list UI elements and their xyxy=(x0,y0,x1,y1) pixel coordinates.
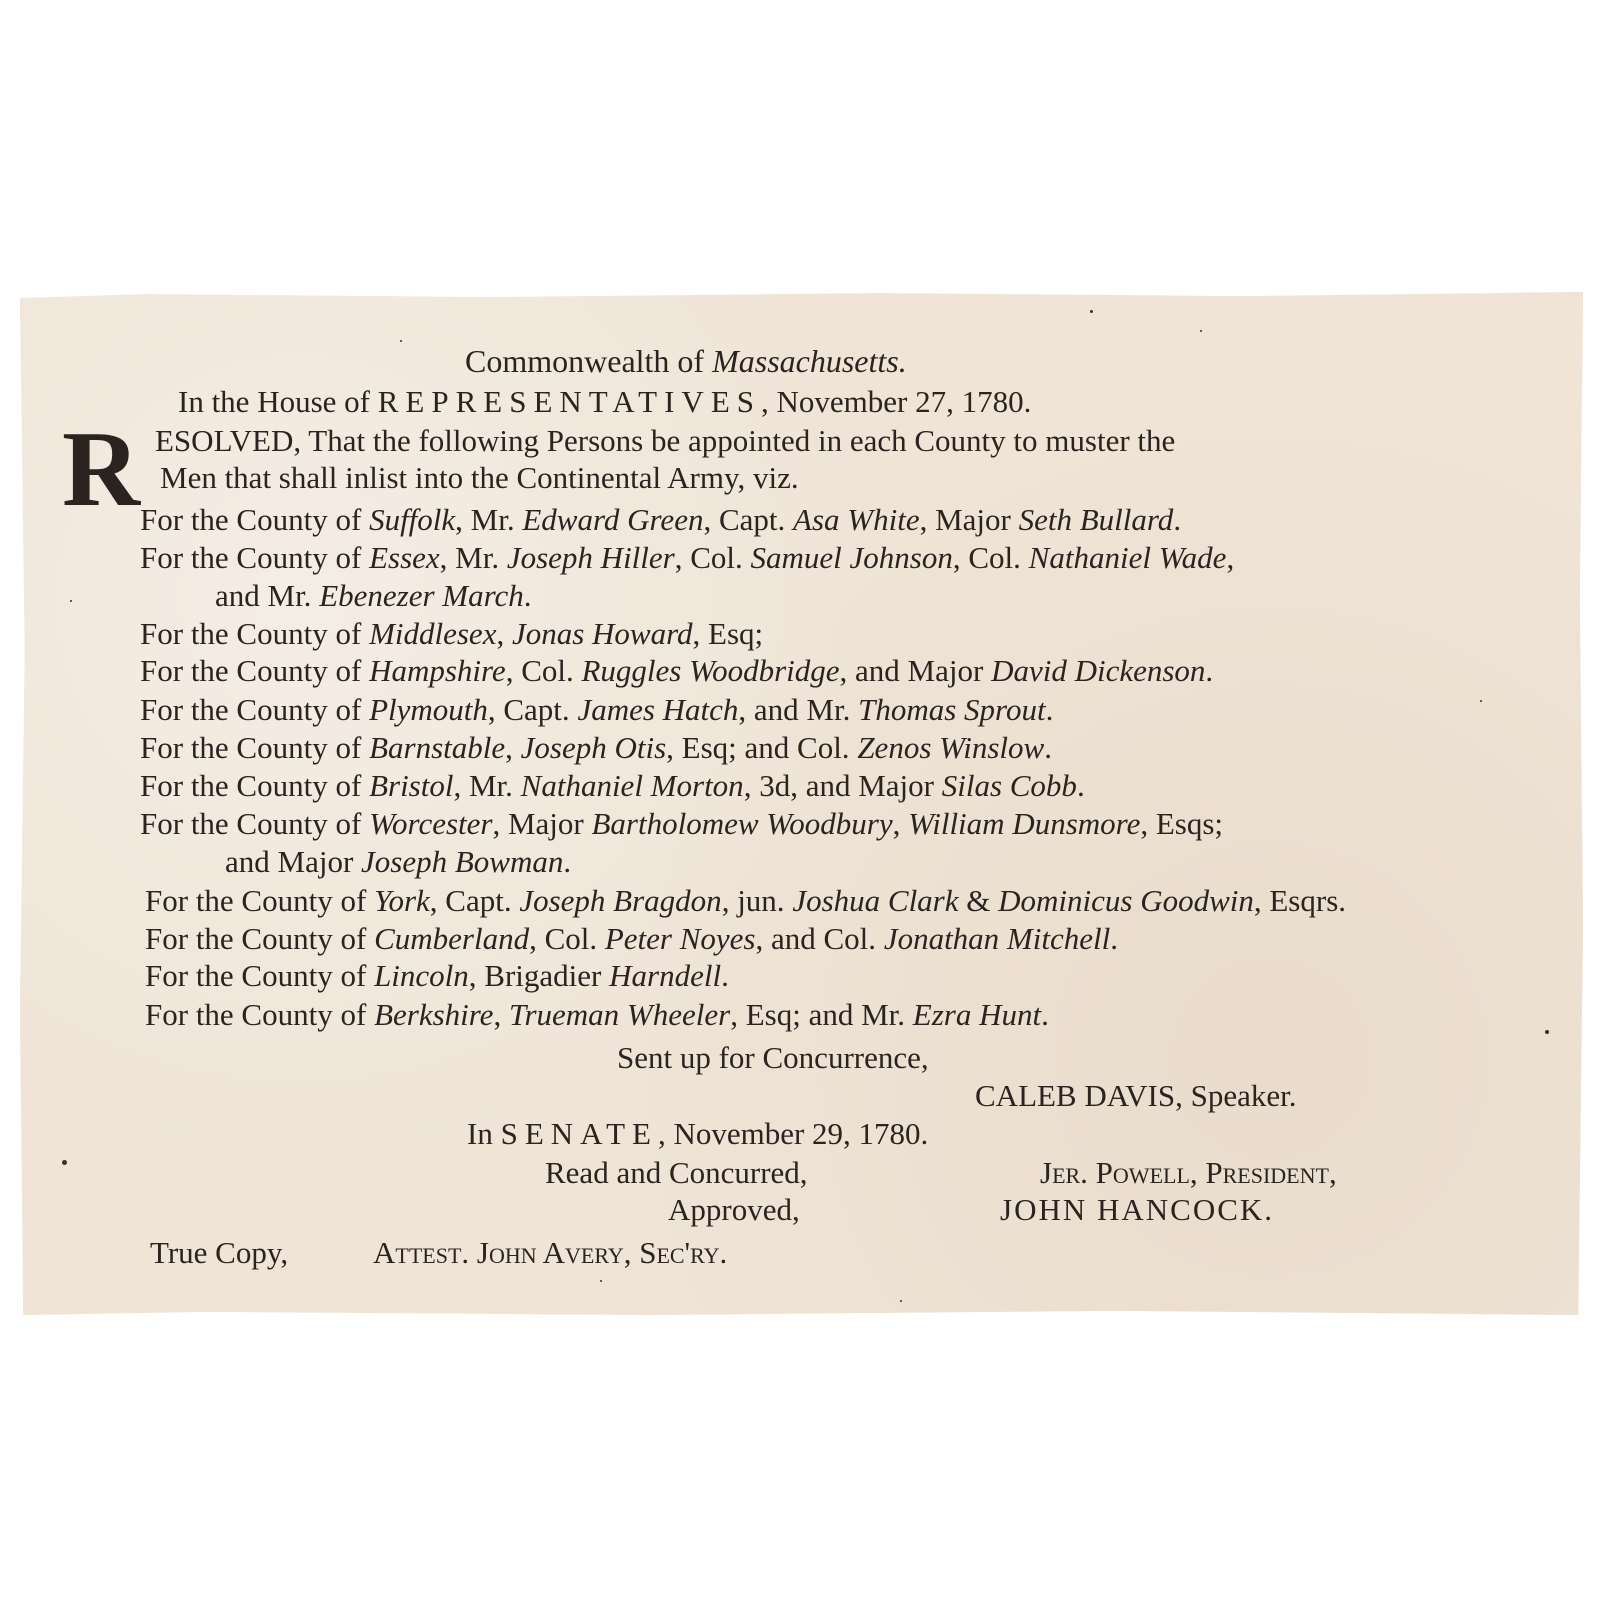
county-name-text: Essex xyxy=(369,540,440,575)
county-name-text: Nathaniel Wade xyxy=(1028,540,1227,575)
county-line xyxy=(145,997,1049,1033)
county-name-text: York xyxy=(374,883,430,918)
county-line xyxy=(145,883,1346,919)
county-plain-text: , Mr. xyxy=(455,502,523,537)
attest-line: Attest. John Avery, Sec'ry. xyxy=(373,1235,728,1270)
county-name-text: Joseph Hiller xyxy=(506,540,675,575)
county-plain-text: . xyxy=(1045,692,1054,727)
county-plain-text: , Col. xyxy=(505,653,582,688)
county-plain-text: . xyxy=(1205,653,1214,688)
county-plain-text: , Mr. xyxy=(439,540,507,575)
read-concurred: Read and Concurred, xyxy=(545,1155,808,1190)
county-name-text: Harndell xyxy=(609,958,722,993)
county-name-text: James Hatch xyxy=(577,692,739,727)
county-plain-text: , Capt. xyxy=(703,502,794,537)
paper-speck xyxy=(900,1300,902,1302)
county-line xyxy=(140,540,1234,576)
county-line xyxy=(145,921,1118,957)
county-plain-text: , and Major xyxy=(839,653,992,688)
county-plain-text: , xyxy=(493,997,509,1032)
county-plain-text: , Major xyxy=(919,502,1019,537)
resolved-line-2: Men that shall inlist into the Continental Army, viz. xyxy=(160,460,799,495)
county-name-text: Joseph Bragdon xyxy=(519,883,722,918)
county-line xyxy=(140,653,1213,689)
county-plain-text: , Col. xyxy=(529,921,605,956)
county-plain-text: For the County of xyxy=(140,806,370,841)
county-plain-text: For the County of xyxy=(140,540,370,575)
county-line xyxy=(140,806,1223,842)
county-name-text: Barnstable xyxy=(369,730,506,765)
county-plain-text: , Capt. xyxy=(487,692,578,727)
paper-speck xyxy=(1480,700,1482,702)
paper-speck xyxy=(1200,330,1202,332)
county-plain-text: . xyxy=(523,578,532,613)
county-name-text: Seth Bullard xyxy=(1018,502,1174,537)
county-plain-text: , Brigadier xyxy=(468,958,610,993)
county-name-text: Nathaniel Morton xyxy=(520,768,744,803)
county-plain-text: For the County of xyxy=(140,653,370,688)
county-name-text: Ruggles Woodbridge xyxy=(581,653,840,688)
county-plain-text: , Esqrs. xyxy=(1253,883,1347,918)
county-line xyxy=(140,730,1052,766)
paper-speck xyxy=(62,1160,67,1165)
drop-cap: R xyxy=(62,410,140,529)
senate-heading xyxy=(467,1116,928,1152)
title-prefix: Commonwealth of xyxy=(465,343,713,379)
county-name-text: Hampshire xyxy=(369,653,506,688)
president-signature: Jer. Powell, President, xyxy=(1040,1155,1337,1190)
paper-speck xyxy=(400,340,402,342)
county-line xyxy=(145,958,729,994)
county-plain-text: , Col. xyxy=(674,540,751,575)
county-plain-text: . xyxy=(1110,921,1118,956)
county-plain-text: , xyxy=(892,806,909,841)
county-plain-text: , Esq; and Mr. xyxy=(730,997,913,1032)
county-plain-text: . xyxy=(1076,768,1085,803)
county-name-text: William Dunsmore xyxy=(908,806,1141,841)
county-line xyxy=(225,844,571,880)
county-name-text: Silas Cobb xyxy=(941,768,1077,803)
county-name-text: Cumberland xyxy=(374,921,530,956)
county-name-text: Zenos Winslow xyxy=(857,730,1045,765)
county-plain-text: , Esq; and Col. xyxy=(666,730,858,765)
county-plain-text: For the County of xyxy=(145,921,375,956)
county-name-text: Bristol xyxy=(369,768,454,803)
county-name-text: Trueman Wheeler xyxy=(508,997,731,1032)
county-plain-text: . xyxy=(1044,730,1052,765)
county-name-text: Joshua Clark xyxy=(792,883,959,918)
county-plain-text: , Major xyxy=(492,806,592,841)
county-name-text: Joseph Bowman xyxy=(361,844,564,879)
county-plain-text: For the County of xyxy=(145,883,375,918)
county-plain-text: . xyxy=(1173,502,1182,537)
senate-prefix: In xyxy=(467,1116,501,1151)
county-name-text: Edward Green xyxy=(522,502,704,537)
county-plain-text: , xyxy=(1226,540,1235,575)
concurrence-line: Sent up for Concurrence, xyxy=(617,1040,929,1075)
county-plain-text: For the County of xyxy=(140,768,370,803)
county-plain-text: For the County of xyxy=(140,692,370,727)
county-name-text: Dominicus Goodwin xyxy=(998,883,1254,918)
county-name-text: Plymouth xyxy=(369,692,488,727)
speaker-signature: CALEB DAVIS, Speaker. xyxy=(975,1078,1297,1113)
senate-date: , November 29, 1780. xyxy=(657,1116,929,1151)
county-plain-text: . xyxy=(563,844,572,879)
county-plain-text: , jun. xyxy=(721,883,793,918)
paper-speck xyxy=(1545,1030,1549,1034)
paper-speck xyxy=(70,600,72,602)
county-name-text: Ezra Hunt xyxy=(912,997,1042,1032)
county-plain-text: For the County of xyxy=(145,997,375,1032)
title-state: Massachusetts. xyxy=(712,343,907,379)
paper-speck xyxy=(600,1280,602,1282)
true-copy: True Copy, xyxy=(150,1235,289,1270)
county-plain-text: For the County of xyxy=(140,730,370,765)
county-plain-text: , Capt. xyxy=(429,883,520,918)
county-name-text: Lincoln xyxy=(374,958,469,993)
resolved-line-1: ESOLVED, That the following Persons be appointed in each County to muster the xyxy=(155,423,1176,458)
county-name-text: Middlesex xyxy=(369,616,497,651)
county-name-text: Thomas Sprout xyxy=(858,692,1046,727)
county-plain-text: For the County of xyxy=(145,958,375,993)
county-plain-text: For the County of xyxy=(140,616,370,651)
county-plain-text: , and Col. xyxy=(755,921,884,956)
county-name-text: Berkshire xyxy=(374,997,494,1032)
county-plain-text: , Esq; xyxy=(692,616,764,651)
county-plain-text: , and Mr. xyxy=(738,692,859,727)
county-plain-text: , 3d, and Major xyxy=(743,768,942,803)
county-plain-text: , Col. xyxy=(952,540,1029,575)
county-plain-text: For the County of xyxy=(140,502,370,537)
approved-line: Approved, xyxy=(668,1192,800,1227)
county-name-text: Asa White xyxy=(793,502,920,537)
county-name-text: Worcester xyxy=(369,806,493,841)
county-plain-text: , xyxy=(496,616,512,651)
county-plain-text: . xyxy=(1041,997,1049,1032)
county-name-text: Jonas Howard xyxy=(511,616,693,651)
county-name-text: Suffolk xyxy=(369,502,456,537)
county-name-text: Bartholomew Woodbury xyxy=(591,806,893,841)
house-heading xyxy=(178,384,1031,420)
house-date: , November 27, 1780. xyxy=(761,384,1032,419)
governor-signature: JOHN HANCOCK. xyxy=(1000,1192,1275,1227)
county-line xyxy=(140,692,1053,728)
county-plain-text: , Mr. xyxy=(453,768,521,803)
county-plain-text: . xyxy=(721,958,729,993)
county-name-text: Jonathan Mitchell xyxy=(883,921,1111,956)
county-name-text: Samuel Johnson xyxy=(750,540,953,575)
county-name-text: Ebenezer March xyxy=(319,578,524,613)
county-plain-text: and Mr. xyxy=(215,578,320,613)
county-line xyxy=(140,616,763,652)
county-name-text: David Dickenson xyxy=(991,653,1206,688)
county-plain-text: , xyxy=(505,730,521,765)
county-plain-text: and Major xyxy=(225,844,362,879)
county-line xyxy=(140,768,1085,804)
county-line xyxy=(215,578,532,614)
county-name-text: Peter Noyes xyxy=(604,921,756,956)
paper-speck xyxy=(1090,310,1093,313)
house-prefix: In the House of xyxy=(178,384,378,419)
county-plain-text: & xyxy=(958,883,999,918)
house-representatives: REPRESENTATIVES xyxy=(377,384,761,419)
senate-word: SENATE xyxy=(500,1116,658,1151)
county-plain-text: , Esqs; xyxy=(1140,806,1224,841)
county-name-text: Joseph Otis xyxy=(520,730,667,765)
county-line xyxy=(140,502,1181,538)
document-title xyxy=(465,343,907,379)
